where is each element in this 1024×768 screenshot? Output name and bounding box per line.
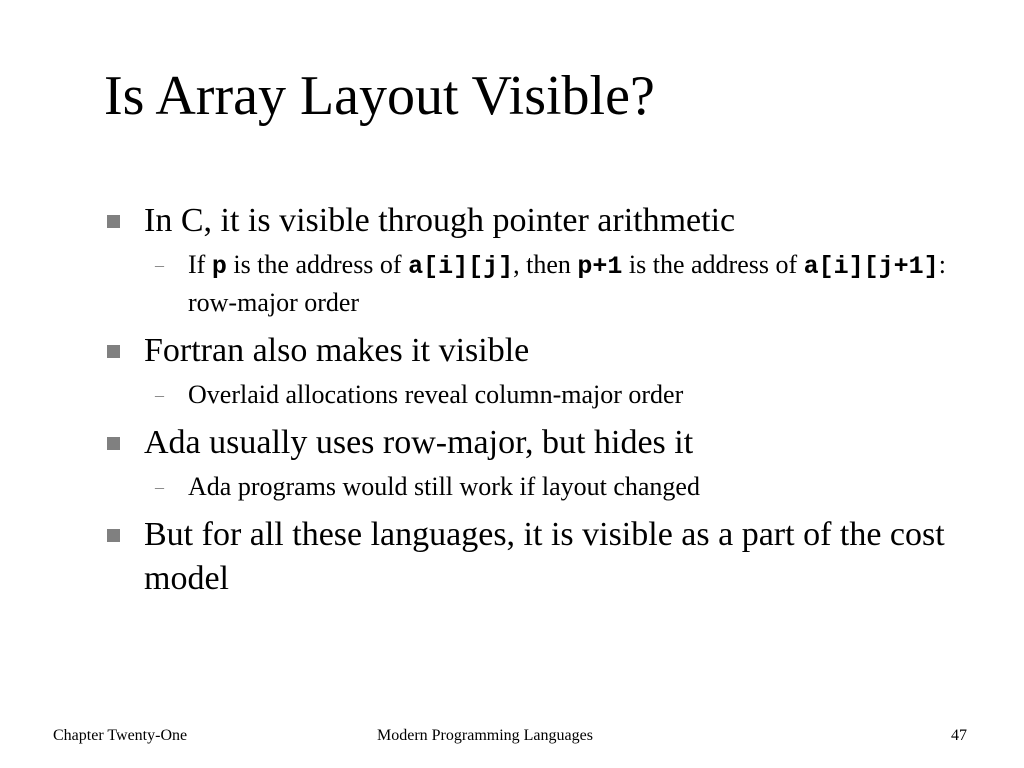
sub-bullet-text: Ada programs would still work if layout changed — [188, 472, 700, 501]
slide-body — [104, 199, 984, 601]
bullet-text: But for all these languages, it is visible as a part of the cost model — [144, 516, 945, 597]
dash-bullet-icon: – — [155, 477, 164, 497]
bullet-item — [104, 329, 984, 373]
text-fragment: is the address of — [622, 250, 804, 279]
code-fragment: a[i][j] — [408, 252, 514, 281]
bullet-text: Fortran also makes it visible — [144, 332, 530, 369]
dash-bullet-icon: – — [155, 385, 164, 405]
square-bullet-icon — [107, 215, 120, 228]
dash-bullet-icon: – — [155, 255, 164, 275]
sub-bullet-text: Overlaid allocations reveal column-major order — [188, 380, 684, 409]
text-fragment: If — [188, 250, 212, 279]
bullet-text: Ada usually uses row-major, but hides it — [144, 424, 694, 461]
bullet-item — [104, 421, 984, 465]
square-bullet-icon — [107, 437, 120, 450]
code-fragment: p — [211, 252, 227, 281]
footer-chapter: Chapter Twenty-One — [53, 727, 188, 744]
sub-bullet-item — [104, 469, 984, 505]
code-fragment: p+1 — [577, 252, 623, 281]
text-fragment: is the address of — [226, 250, 409, 279]
text-fragment: : row-major order — [188, 250, 946, 317]
code-fragment: a[i][j+1] — [803, 252, 939, 281]
bullet-text: In C, it is visible through pointer arithmetic — [144, 202, 736, 239]
text-fragment: , then — [513, 250, 578, 279]
sub-bullet-item — [104, 377, 984, 413]
sub-bullet-text — [188, 250, 946, 317]
square-bullet-icon — [107, 529, 120, 542]
bullet-item — [104, 513, 984, 601]
footer-course-title: Modern Programming Languages — [377, 727, 593, 744]
square-bullet-icon — [107, 345, 120, 358]
bullet-item — [104, 199, 984, 243]
footer-page-number: 47 — [951, 727, 967, 744]
sub-bullet-item — [104, 247, 984, 321]
slide-title: Is Array Layout Visible? — [104, 65, 655, 127]
